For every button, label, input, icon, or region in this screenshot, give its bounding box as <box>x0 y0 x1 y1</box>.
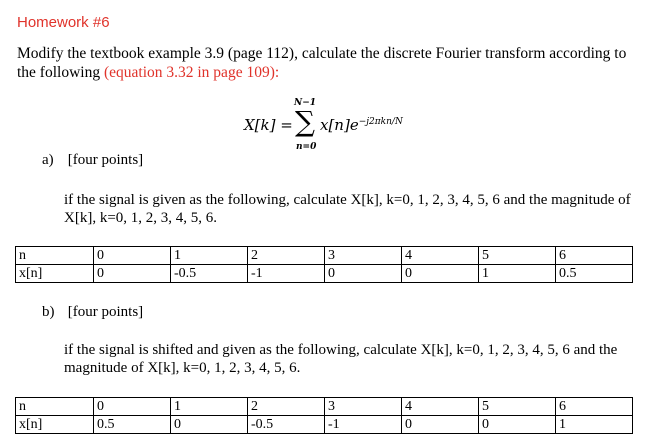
equation-exponent: −j2πkn/N <box>358 117 403 127</box>
part-b-label: b) <box>42 304 55 320</box>
table-cell: 1 <box>171 247 248 265</box>
table-row-x <box>16 416 633 434</box>
table-cell: n <box>16 398 94 416</box>
table-cell: 2 <box>248 247 325 265</box>
table-cell: -1 <box>325 416 402 434</box>
signal-table-a <box>15 246 633 283</box>
table-cell: 0 <box>94 398 171 416</box>
table-cell: -1 <box>248 265 325 283</box>
table-cell: -0.5 <box>171 265 248 283</box>
table-cell: 1 <box>171 398 248 416</box>
table-cell: 0 <box>94 265 171 283</box>
signal-table-b <box>15 397 633 434</box>
table-cell: 4 <box>402 398 479 416</box>
table-cell: 1 <box>556 416 633 434</box>
part-b-instruction: if the signal is shifted and given as the following, calculate X[k], k=0, 1, 2, 3, 4, 5, 6 and the magnitude of X[k], k=0, 1, 2, 3, 4, 5, 6. <box>64 342 618 376</box>
table-cell: 4 <box>402 247 479 265</box>
table-cell: 1 <box>479 265 556 283</box>
sum-symbol: ∑ <box>295 105 315 138</box>
dft-equation <box>240 96 440 156</box>
table-cell: 0 <box>171 416 248 434</box>
intro-text: Modify the textbook example 3.9 (page 112), calculate the discrete Fourier transform according to the following <box>17 45 627 81</box>
equation-term <box>320 116 403 134</box>
table-cell: 0.5 <box>556 265 633 283</box>
sum-upper-limit: N−1 <box>294 98 317 108</box>
table-cell: x[n] <box>16 265 94 283</box>
sum-lower-limit: n=0 <box>296 142 317 152</box>
table-cell: 0 <box>325 265 402 283</box>
table-cell: 0 <box>479 416 556 434</box>
table-cell: n <box>16 247 94 265</box>
table-cell: 0 <box>94 247 171 265</box>
part-a-instruction: if the signal is given as the following, calculate X[k], k=0, 1, 2, 3, 4, 5, 6 and the magnitude of X[k], k=0, 1, 2, 3, 4, 5, 6. <box>64 192 631 226</box>
table-cell: 0.5 <box>94 416 171 434</box>
table-cell: 3 <box>325 398 402 416</box>
part-a-points: [four points] <box>67 152 144 168</box>
table-row-x <box>16 265 633 283</box>
part-b-header <box>42 304 143 321</box>
table-cell: 5 <box>479 247 556 265</box>
equation-term-base: x[n]e <box>320 116 359 134</box>
table-row-n <box>16 398 633 416</box>
table-row-n <box>16 247 633 265</box>
table-cell: 5 <box>479 398 556 416</box>
equation-reference: (equation 3.32 in page 109): <box>103 64 280 81</box>
table-cell: 2 <box>248 398 325 416</box>
part-a-label: a) <box>42 152 54 168</box>
table-cell: -0.5 <box>248 416 325 434</box>
table-cell: 0 <box>402 265 479 283</box>
intro-paragraph <box>17 44 642 82</box>
table-cell: 3 <box>325 247 402 265</box>
table-cell: 6 <box>556 247 633 265</box>
equation-lhs: X[k] = <box>244 116 293 134</box>
part-b-points: [four points] <box>67 304 144 320</box>
part-a-header <box>42 152 143 169</box>
table-cell: x[n] <box>16 416 94 434</box>
table-cell: 6 <box>556 398 633 416</box>
table-cell: 0 <box>402 416 479 434</box>
homework-title: Homework #6 <box>17 14 110 31</box>
